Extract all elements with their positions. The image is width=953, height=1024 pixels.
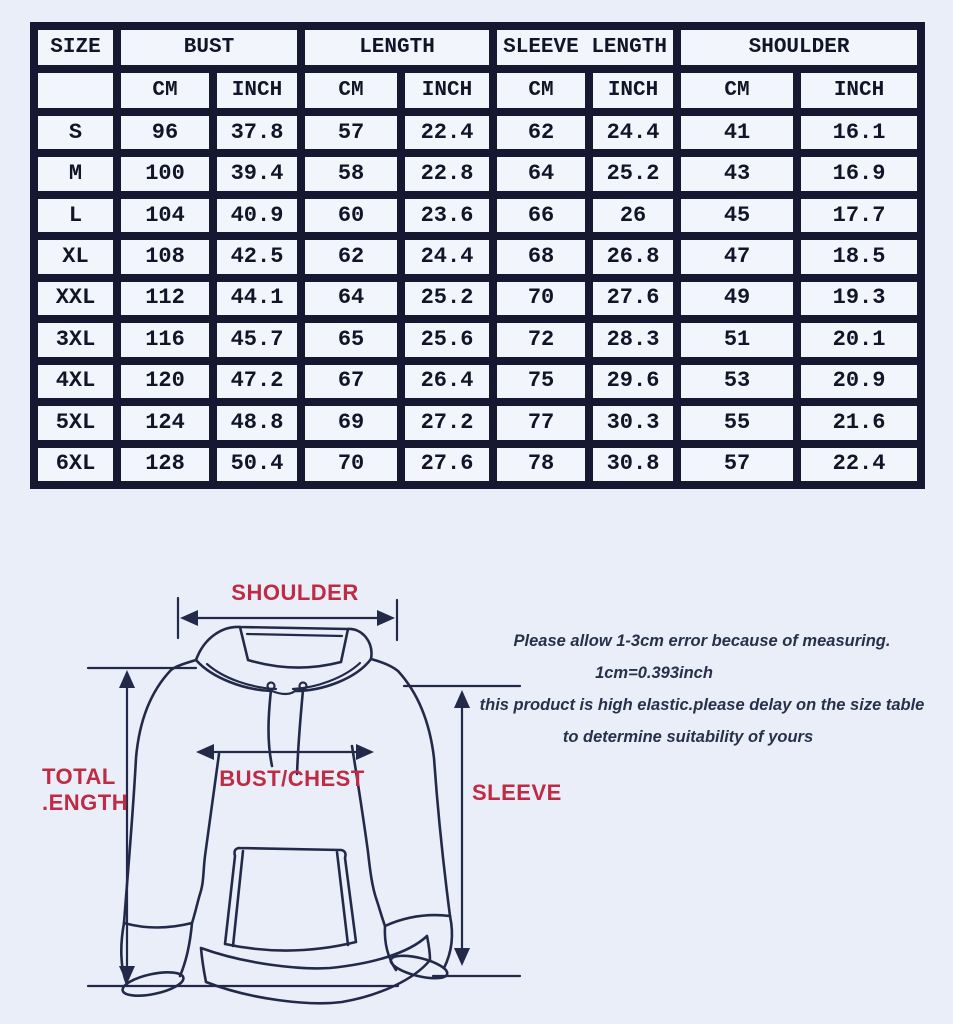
value-cell: 41 [681, 116, 793, 149]
value-cell: 40.9 [217, 199, 297, 232]
total-length-label [42, 764, 128, 816]
value-cell: 53 [681, 365, 793, 398]
value-cell: 27.6 [405, 448, 489, 482]
value-cell: 77 [497, 406, 585, 439]
value-cell: 65 [305, 323, 397, 356]
value-cell: 116 [121, 323, 209, 356]
value-cell: 51 [681, 323, 793, 356]
value-cell: 57 [305, 116, 397, 149]
pocket [225, 848, 356, 951]
empty-header-cell [38, 73, 113, 108]
note-line-1: Please allow 1-3cm error because of measuring. [513, 632, 891, 650]
total-length-measure-arrow [88, 668, 398, 986]
value-cell: 50.4 [217, 448, 297, 482]
eyelet-right [300, 683, 307, 690]
value-cell: 48.8 [217, 406, 297, 439]
column-group-header: SHOULDER [681, 30, 917, 65]
value-cell: 25.2 [405, 282, 489, 315]
value-cell: 25.6 [405, 323, 489, 356]
value-cell: 120 [121, 365, 209, 398]
value-cell: 67 [305, 365, 397, 398]
cuff-right-opening [389, 951, 450, 982]
size-row [38, 240, 917, 273]
value-cell: 104 [121, 199, 209, 232]
value-cell: 128 [121, 448, 209, 482]
hood-rim [247, 634, 342, 636]
drawstring-left [269, 690, 273, 766]
bust-measure-arrow [196, 744, 374, 760]
value-cell: 96 [121, 116, 209, 149]
size-row [38, 448, 917, 482]
value-cell: 70 [497, 282, 585, 315]
size-chart-section [30, 22, 925, 489]
size-row [38, 116, 917, 149]
value-cell: 100 [121, 157, 209, 190]
measuring-notes [476, 628, 928, 756]
value-cell: 27.6 [593, 282, 673, 315]
value-cell: 16.1 [801, 116, 917, 149]
value-cell: 64 [497, 157, 585, 190]
value-cell: 55 [681, 406, 793, 439]
drawstring-right [297, 690, 303, 774]
value-cell: 26.4 [405, 365, 489, 398]
bust-chest-label: BUST/CHEST [219, 766, 365, 791]
value-cell: 60 [305, 199, 397, 232]
size-chart-table [30, 22, 925, 489]
unit-header: INCH [593, 73, 673, 108]
size-chart-body [38, 116, 917, 481]
size-cell: XL [38, 240, 113, 273]
value-cell: 75 [497, 365, 585, 398]
value-cell: 57 [681, 448, 793, 482]
size-cell: L [38, 199, 113, 232]
size-cell: M [38, 157, 113, 190]
value-cell: 25.2 [593, 157, 673, 190]
value-cell: 18.5 [801, 240, 917, 273]
value-cell: 43 [681, 157, 793, 190]
value-cell: 22.4 [801, 448, 917, 482]
size-row [38, 365, 917, 398]
shoulder-label: SHOULDER [231, 580, 359, 605]
value-cell: 30.3 [593, 406, 673, 439]
size-cell: 4XL [38, 365, 113, 398]
value-cell: 23.6 [405, 199, 489, 232]
value-cell: 42.5 [217, 240, 297, 273]
unit-header: CM [681, 73, 793, 108]
column-group-header: LENGTH [305, 30, 489, 65]
unit-header: INCH [405, 73, 489, 108]
unit-header: CM [305, 73, 397, 108]
value-cell: 49 [681, 282, 793, 315]
value-cell: 58 [305, 157, 397, 190]
size-cell: 3XL [38, 323, 113, 356]
value-cell: 28.3 [593, 323, 673, 356]
value-cell: 22.8 [405, 157, 489, 190]
eyelet-left [268, 683, 275, 690]
value-cell: 66 [497, 199, 585, 232]
total-length-line2: .ENGTH [42, 789, 129, 815]
unit-header: CM [121, 73, 209, 108]
hood-opening [240, 627, 348, 668]
total-length-line1: TOTAL [42, 764, 116, 789]
size-row [38, 199, 917, 232]
value-cell: 47 [681, 240, 793, 273]
neckline [272, 691, 295, 694]
unit-header: CM [497, 73, 585, 108]
size-cell: XXL [38, 282, 113, 315]
value-cell: 47.2 [217, 365, 297, 398]
value-cell: 24.4 [405, 240, 489, 273]
value-cell: 24.4 [593, 116, 673, 149]
value-cell: 37.8 [217, 116, 297, 149]
value-cell: 124 [121, 406, 209, 439]
hoodie-outline [121, 627, 452, 1003]
value-cell: 26 [593, 199, 673, 232]
note-line-4: to determine suitability of yours [562, 728, 814, 746]
value-cell: 62 [497, 116, 585, 149]
value-cell: 72 [497, 323, 585, 356]
value-cell: 17.7 [801, 199, 917, 232]
column-group-header: SLEEVE LENGTH [497, 30, 673, 65]
sleeve-label: SLEEVE [472, 780, 562, 805]
column-group-header: SIZE [38, 30, 113, 65]
value-cell: 78 [497, 448, 585, 482]
value-cell: 69 [305, 406, 397, 439]
value-cell: 62 [305, 240, 397, 273]
size-row [38, 323, 917, 356]
size-cell: 6XL [38, 448, 113, 482]
value-cell: 29.6 [593, 365, 673, 398]
value-cell: 112 [121, 282, 209, 315]
value-cell: 20.9 [801, 365, 917, 398]
value-cell: 64 [305, 282, 397, 315]
value-cell: 39.4 [217, 157, 297, 190]
arm-left-outer [124, 660, 196, 923]
column-group-header: BUST [121, 30, 297, 65]
size-row [38, 282, 917, 315]
value-cell: 68 [497, 240, 585, 273]
unit-header: INCH [801, 73, 917, 108]
size-cell: S [38, 116, 113, 149]
value-cell: 44.1 [217, 282, 297, 315]
value-cell: 27.2 [405, 406, 489, 439]
measurement-diagram [0, 560, 953, 1024]
value-cell: 30.8 [593, 448, 673, 482]
size-row [38, 406, 917, 439]
value-cell: 26.8 [593, 240, 673, 273]
unit-header: INCH [217, 73, 297, 108]
value-cell: 22.4 [405, 116, 489, 149]
size-cell: 5XL [38, 406, 113, 439]
arm-right-outer [371, 659, 450, 916]
value-cell: 20.1 [801, 323, 917, 356]
size-row [38, 157, 917, 190]
value-cell: 21.6 [801, 406, 917, 439]
value-cell: 45 [681, 199, 793, 232]
value-cell: 19.3 [801, 282, 917, 315]
value-cell: 70 [305, 448, 397, 482]
note-line-3: this product is high elastic.please delay on the size table [479, 696, 925, 714]
size-chart-header [38, 30, 917, 108]
value-cell: 16.9 [801, 157, 917, 190]
note-line-2: 1cm=0.393inch [595, 664, 713, 682]
value-cell: 108 [121, 240, 209, 273]
value-cell: 45.7 [217, 323, 297, 356]
